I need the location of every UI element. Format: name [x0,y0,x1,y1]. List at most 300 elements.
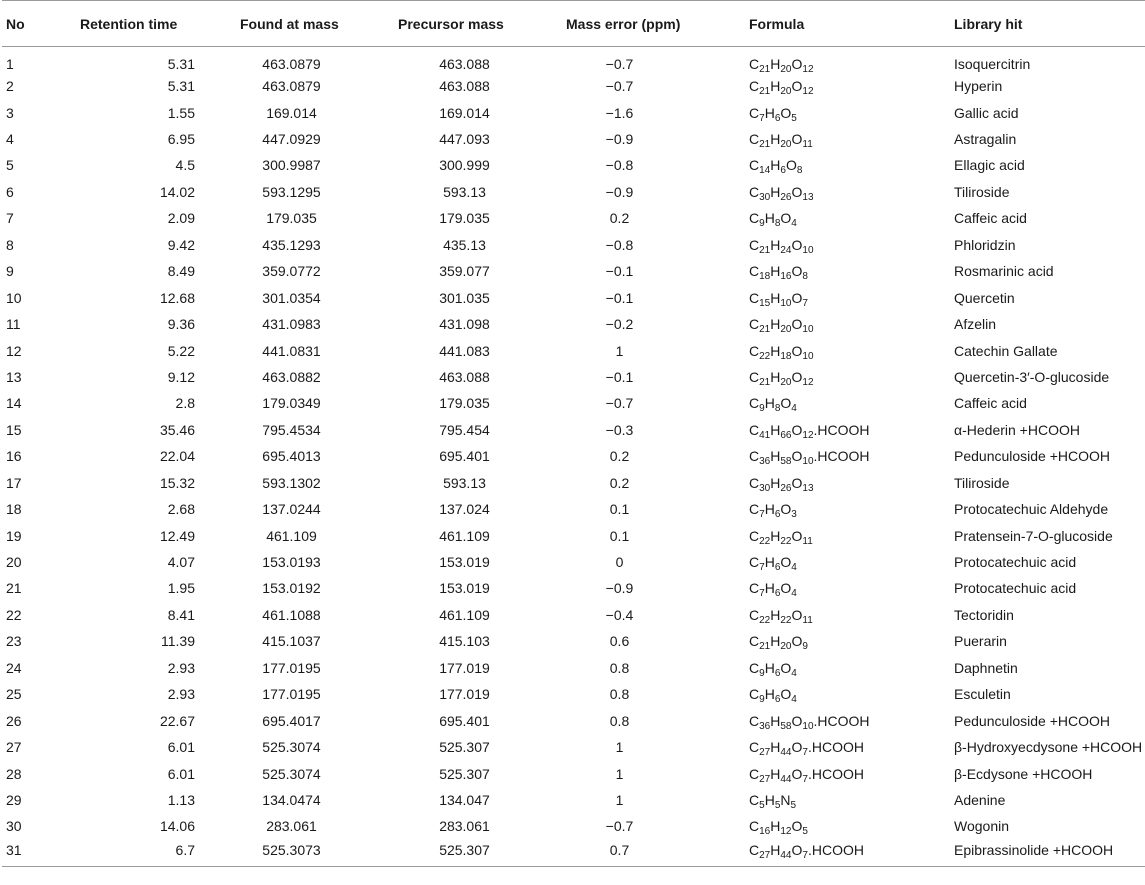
formula-part: O [791,263,803,280]
cell-no: 1 [6,55,14,72]
formula-part: H [770,131,781,148]
cell-mass-error: 1 [615,765,624,782]
formula-subscript: 8 [774,218,781,230]
formula-part: O [785,157,797,174]
cell-mass-error: 0.2 [609,474,630,491]
table-row [2,707,1145,733]
cell-precursor-mass: 300.999 [439,157,490,174]
table-row [2,126,1145,152]
formula-subscript: 12 [780,826,792,838]
formula-part: C [749,606,760,623]
cell-library-hit: Pratensein-7-O-glucoside [954,527,1113,544]
cell-formula [731,655,949,681]
formula-subscript: 6 [774,694,781,706]
formula-subscript: 58 [780,456,792,468]
cell-formula [731,470,949,496]
cell-formula [731,602,949,628]
formula-subscript: 18 [780,350,792,362]
table-row [2,787,1145,813]
formula-part: O [791,606,803,623]
cell-no: 4 [6,131,14,148]
formula-part: C [749,263,760,280]
cell-library-hit: Tiliroside [954,183,1010,200]
cell-no: 8 [6,236,14,253]
formula-part: O [791,368,803,385]
formula-part: H [764,659,775,676]
cell-mass-error: 0.2 [609,448,630,465]
formula-subscript: 44 [780,773,792,785]
formula-part: H [770,633,781,650]
header-mass-error: Mass error (ppm) [566,1,731,47]
formula-part: C [749,55,760,72]
cell-found-mass: 461.109 [266,527,317,544]
cell-found-mass: 431.0983 [262,316,321,333]
table-row [2,179,1145,205]
formula-part: H [770,78,781,95]
cell-found-mass: 463.0879 [262,55,321,72]
cell-found-mass: 415.1037 [262,633,321,650]
cell-formula [731,99,949,125]
cell-formula [731,840,949,866]
formula-subscript: 22 [780,614,792,626]
formula-subscript: 5 [802,826,808,838]
formula-part: C [749,131,760,148]
formula-subscript: 6 [774,588,781,600]
cell-precursor-mass: 447.093 [439,131,490,148]
cell-found-mass: 283.061 [266,818,317,835]
table-row [2,311,1145,337]
formula-subscript: 4 [791,562,797,574]
cell-no: 14 [6,395,22,412]
formula-part: H [764,580,775,597]
cell-found-mass: 301.0354 [262,289,321,306]
cell-formula [731,522,949,548]
cell-library-hit: Puerarin [954,633,1007,650]
cell-formula [731,734,949,760]
formula-subscript: 7 [802,773,808,785]
table-row [2,284,1145,310]
cell-library-hit: Caffeic acid [954,210,1027,227]
cell-precursor-mass: 301.035 [439,289,490,306]
cell-retention-time: 2.68 [167,501,195,518]
formula-subscript: 44 [780,747,792,759]
formula-subscript: 7 [802,747,808,759]
cell-no: 2 [6,78,14,95]
cell-no: 17 [6,474,22,491]
cell-library-hit: Epibrassinolide +HCOOH [949,840,1145,866]
formula-subscript: 8 [774,403,781,415]
formula-part: O [780,686,792,703]
formula-part: O [791,55,803,72]
cell-mass-error: 0.1 [609,501,630,518]
cell-library-hit: Afzelin [954,316,997,333]
cell-retention-time: 4.07 [167,554,195,571]
cell-found-mass: 137.0244 [262,501,321,518]
formula-part: H [770,368,781,385]
cell-mass-error: −0.9 [605,183,634,200]
cell-formula [731,205,949,231]
cell-no: 20 [6,554,22,571]
formula-subscript: 22 [759,350,771,362]
cell-formula [731,126,949,152]
formula-part: O [791,633,803,650]
cell-formula [731,337,949,363]
formula-part: .HCOOH [813,448,870,465]
cell-library-hit: Wogonin [954,818,1010,835]
formula-part: C [749,368,760,385]
cell-precursor-mass: 463.088 [439,78,490,95]
cell-precursor-mass: 359.077 [439,263,490,280]
formula-part: O [780,580,792,597]
formula-part: H [770,342,781,359]
cell-found-mass: 795.4534 [262,421,321,438]
cell-precursor-mass: 283.061 [439,818,490,835]
cell-no: 11 [6,316,21,333]
formula-part: C [749,554,760,571]
formula-part: O [791,183,803,200]
cell-library-hit: β-Hydroxyecdysone +HCOOH [954,739,1143,756]
cell-retention-time: 2.93 [167,659,195,676]
formula-part: H [770,421,781,438]
formula-part: C [749,841,760,858]
table-row [2,760,1145,786]
cell-library-hit: Protocatechuic Aldehyde [954,501,1109,518]
table-row [2,840,1145,866]
formula-part: C [749,395,760,412]
cell-mass-error: −0.2 [605,316,634,333]
cell-no: 6 [6,183,14,200]
cell-retention-time: 22.04 [159,448,195,465]
cell-mass-error: −0.9 [605,131,634,148]
cell-retention-time: 1.95 [167,580,195,597]
formula-part: .HCOOH [813,421,870,438]
cell-no: 30 [6,818,22,835]
cell-mass-error: −0.7 [605,78,634,95]
cell-mass-error: 0.2 [609,210,630,227]
formula-part: H [764,210,775,227]
formula-part: H [764,395,775,412]
formula-subscript: 7 [802,849,808,861]
formula-part: O [791,131,803,148]
cell-no: 24 [6,659,22,676]
cell-retention-time: 6.01 [167,739,195,756]
cell-found-mass: 435.1293 [262,236,321,253]
cell-library-hit: Ellagic acid [954,157,1025,174]
cell-retention-time: 8.41 [167,606,195,623]
formula-subscript: 4 [791,667,797,679]
cell-retention-time: 5.31 [167,55,195,72]
cell-precursor-mass: 179.035 [439,395,490,412]
formula-part: H [770,527,781,544]
header-row [2,1,1145,47]
cell-retention-time: 5.22 [167,342,195,359]
cell-precursor-mass: 134.047 [439,791,490,808]
cell-retention-time: 4.5 [175,157,195,174]
formula-part: H [764,686,775,703]
formula-subscript: 9 [759,667,765,679]
cell-mass-error: 1 [615,739,624,756]
formula-part: H [770,157,781,174]
table-row [2,99,1145,125]
cell-found-mass: 169.014 [266,104,317,121]
cell-found-mass: 441.0831 [262,342,321,359]
formula-subscript: 5 [790,799,797,811]
formula-subscript: 12 [802,376,814,388]
cell-precursor-mass: 177.019 [439,686,490,703]
cell-found-mass: 447.0929 [262,131,321,148]
formula-subscript: 4 [791,694,797,706]
cell-library-hit: Caffeic acid [954,395,1027,412]
table-header [2,1,1145,47]
table-row [2,522,1145,548]
formula-subscript: 20 [780,324,792,336]
formula-subscript: 58 [780,720,792,732]
formula-subscript: 8 [796,165,803,177]
formula-part: H [770,606,781,623]
cell-library-hit: Tiliroside [954,474,1010,491]
table-row [2,152,1145,178]
formula-subscript: 6 [774,112,781,124]
formula-part: .HCOOH [807,765,864,782]
formula-part: O [780,210,792,227]
cell-formula [731,707,949,733]
formula-part: C [749,183,760,200]
formula-subscript: 20 [780,86,792,98]
cell-retention-time: 2.8 [175,395,195,412]
formula-subscript: 27 [759,747,771,759]
formula-subscript: 7 [802,297,808,309]
table-row [2,73,1145,99]
formula-part: O [791,474,803,491]
formula-subscript: 21 [759,63,771,75]
cell-mass-error: 0 [615,554,624,571]
cell-mass-error: −0.4 [605,606,634,623]
table-row [2,364,1145,390]
cell-library-hit: Protocatechuic acid [954,580,1077,597]
table-row [2,205,1145,231]
cell-no: 7 [6,210,14,227]
cell-mass-error: −0.1 [605,368,634,385]
formula-subscript: 44 [780,849,792,861]
cell-precursor-mass: 177.019 [439,659,490,676]
cell-library-hit: Phloridzin [954,236,1016,253]
cell-no: 31 [2,840,80,866]
cell-library-hit: Gallic acid [954,104,1019,121]
cell-library-hit: Pedunculoside +HCOOH [954,712,1111,729]
header-library-hit: Library hit [949,1,1145,47]
cell-found-mass: 463.0882 [262,368,321,385]
formula-subscript: 16 [759,826,771,838]
cell-found-mass: 177.0195 [262,686,321,703]
cell-no: 28 [6,765,22,782]
header-precursor-mass: Precursor mass [398,1,566,47]
cell-mass-error: −0.9 [605,580,634,597]
cell-library-hit: Quercetin-3′-O-glucoside [954,368,1110,385]
cell-precursor-mass: 153.019 [439,554,490,571]
cell-library-hit: α-Hederin +HCOOH [954,421,1080,438]
cell-found-mass: 359.0772 [262,263,321,280]
header-found-mass: Found at mass [240,1,398,47]
formula-subscript: 9 [802,641,808,653]
table-row [2,443,1145,469]
formula-part: H [770,183,781,200]
formula-part: H [770,765,781,782]
formula-subscript: 7 [759,588,765,600]
cell-found-mass: 153.0192 [262,580,321,597]
cell-precursor-mass: 695.401 [439,448,490,465]
formula-subscript: 6 [774,667,781,679]
cell-formula [731,311,949,337]
cell-precursor-mass: 137.024 [439,501,490,518]
cell-precursor-mass: 431.098 [439,316,490,333]
cell-formula [731,364,949,390]
cell-retention-time: 5.31 [167,78,195,95]
formula-part: O [780,554,792,571]
cell-library-hit: Daphnetin [954,659,1018,676]
cell-no: 29 [6,791,22,808]
formula-part: C [749,739,760,756]
formula-subscript: 4 [791,403,797,415]
formula-subscript: 6 [774,509,781,521]
table-row [2,813,1145,839]
cell-mass-error: −0.1 [605,263,634,280]
cell-formula [731,760,949,786]
cell-formula [731,681,949,707]
cell-formula [731,813,949,839]
formula-part: H [770,289,781,306]
cell-found-mass: 695.4017 [262,712,321,729]
cell-formula [731,284,949,310]
table-row [2,337,1145,363]
formula-subscript: 10 [802,324,814,336]
formula-part: C [749,765,760,782]
cell-no: 3 [6,104,14,121]
formula-part: C [749,791,760,808]
cell-formula [731,47,949,73]
table-row [2,602,1145,628]
formula-subscript: 6 [780,165,786,177]
formula-subscript: 21 [759,86,771,98]
table-row [2,628,1145,654]
formula-part: O [791,765,803,782]
formula-subscript: 10 [802,456,814,468]
cell-formula [731,390,949,416]
compound-table [2,0,1145,867]
formula-subscript: 22 [759,535,771,547]
cell-retention-time: 11.39 [161,633,195,650]
formula-subscript: 21 [759,139,771,151]
formula-subscript: 30 [759,482,771,494]
cell-retention-time: 6.7 [80,840,240,866]
table-row [2,470,1145,496]
cell-mass-error: −0.8 [605,236,634,253]
formula-part: H [770,316,781,333]
cell-mass-error: −0.7 [605,818,634,835]
cell-precursor-mass: 695.401 [439,712,490,729]
formula-subscript: 26 [780,482,792,494]
formula-subscript: 21 [759,244,771,256]
formula-subscript: 9 [759,694,765,706]
table-row [2,47,1145,73]
cell-library-hit: Quercetin [954,289,1015,306]
formula-subscript: 14 [759,165,771,177]
formula-part: O [791,527,803,544]
formula-subscript: 36 [759,720,771,732]
cell-retention-time: 6.01 [167,765,195,782]
cell-library-hit: Tectoridin [954,606,1014,623]
formula-subscript: 27 [759,849,771,861]
formula-part: .HCOOH [807,739,864,756]
cell-found-mass: 525.3074 [262,765,321,782]
cell-retention-time: 12.49 [159,527,195,544]
formula-part: O [791,712,803,729]
formula-part: O [791,818,803,835]
formula-part: O [780,395,792,412]
cell-precursor-mass: 169.014 [439,104,490,121]
cell-retention-time: 1.13 [167,791,195,808]
formula-part: O [791,236,803,253]
formula-part: C [749,316,760,333]
cell-mass-error: 0.8 [609,659,630,676]
formula-part: C [749,157,760,174]
formula-part: H [770,236,781,253]
formula-subscript: 24 [780,244,792,256]
cell-no: 22 [6,606,22,623]
cell-precursor-mass: 593.13 [443,183,486,200]
cell-library-hit: Esculetin [954,686,1011,703]
formula-subscript: 12 [802,429,814,441]
formula-subscript: 5 [774,799,781,811]
header-retention-time: Retention time [80,1,240,47]
formula-subscript: 21 [759,376,771,388]
formula-subscript: 21 [759,324,771,336]
formula-subscript: 11 [802,139,813,151]
cell-found-mass: 179.0349 [262,395,321,412]
cell-found-mass: 463.0879 [262,78,321,95]
formula-subscript: 20 [780,139,792,151]
formula-subscript: 15 [759,297,771,309]
formula-part: O [791,421,803,438]
formula-part: O [791,841,803,858]
cell-no: 5 [6,157,14,174]
formula-subscript: 22 [780,535,792,547]
formula-subscript: 8 [802,271,808,283]
formula-part: O [791,739,803,756]
cell-mass-error: −0.7 [605,395,634,412]
cell-precursor-mass: 525.307 [398,840,566,866]
formula-subscript: 21 [759,641,771,653]
cell-retention-time: 35.46 [159,421,195,438]
table-row [2,575,1145,601]
formula-subscript: 9 [759,403,765,415]
formula-part: O [780,659,792,676]
cell-mass-error: 0.1 [609,527,630,544]
cell-no: 25 [6,686,22,703]
formula-part: H [770,841,781,858]
formula-part: H [764,554,775,571]
formula-part: H [770,474,781,491]
cell-mass-error: −1.6 [605,104,634,121]
formula-part: O [791,289,803,306]
formula-subscript: 9 [759,218,765,230]
cell-precursor-mass: 153.019 [439,580,490,597]
formula-part: C [749,818,760,835]
formula-part: N [780,791,791,808]
cell-found-mass: 153.0193 [262,554,321,571]
formula-part: C [749,104,760,121]
formula-subscript: 10 [780,297,792,309]
formula-subscript: 36 [759,456,771,468]
